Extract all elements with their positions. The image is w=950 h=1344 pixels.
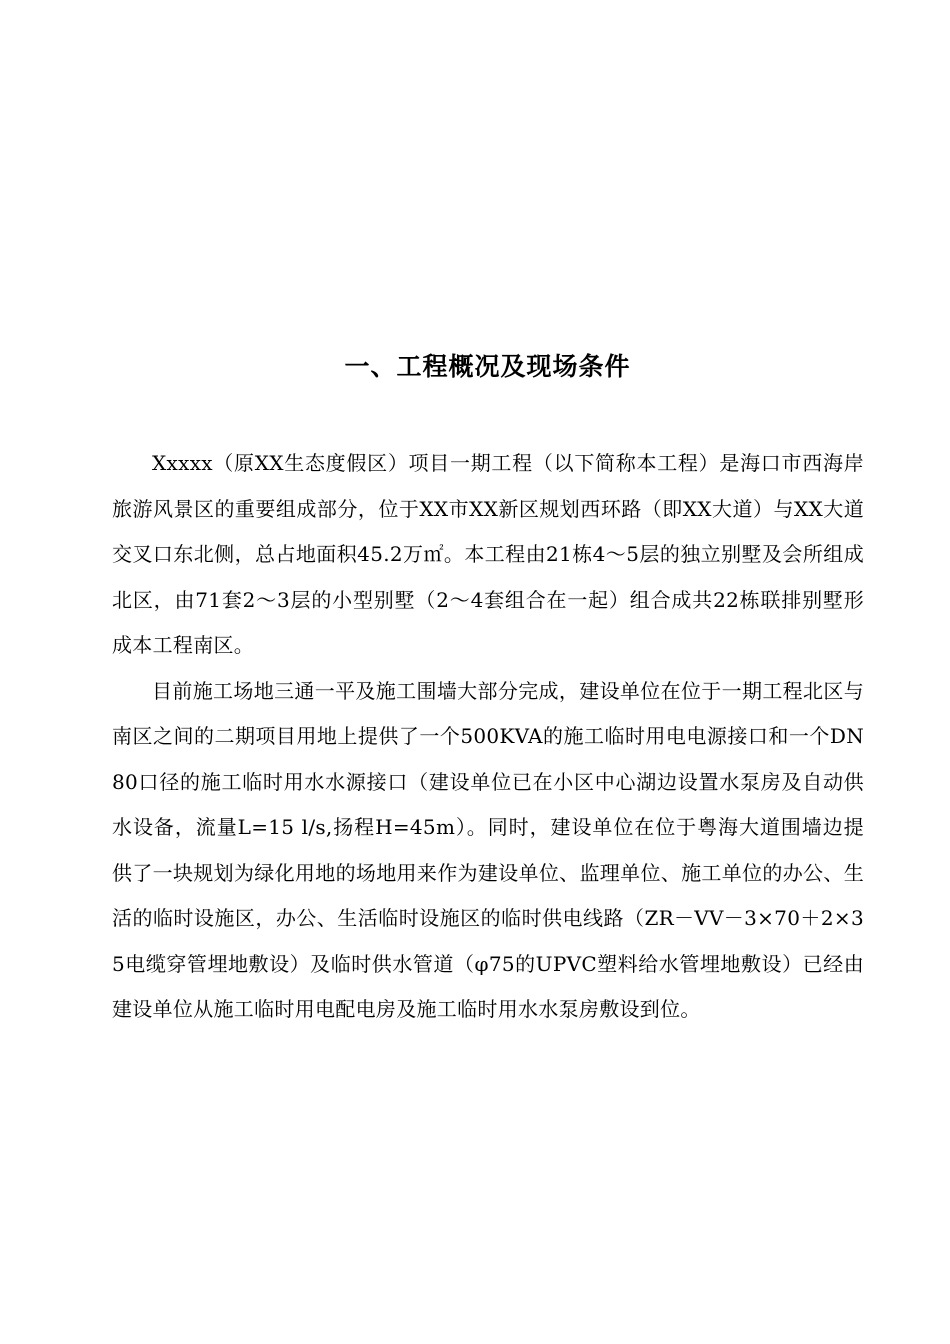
paragraph-site-conditions: 目前施工场地三通一平及施工围墙大部分完成，建设单位在位于一期工程北区与南区之间的二期项目用地上提供了一个500KVA的施工临时用电电源接口和一个DN80口径的施工临时用水水源接口（建设单位已在小区中心湖边设置水泵房及自动供水设备，流量L=15 l/s,扬程H=45m）。同时，建设单位在位于粤海大道围墙边提供了一块规划为绿化用地的场地用来作为建设单位、监理单位、施工单位的办公、生活的临时设施区，办公、生活临时设施区的临时供电线路（ZR－VV－3×70＋2×35电缆穿管埋地敷设）及临时供水管道（φ75的UPVC塑料给水管埋地敷设）已经由建设单位从施工临时用电配电房及施工临时用水水泵房敷设到位。 bbox=[112, 678, 864, 1021]
section-title: 一、工程概况及现场条件 bbox=[344, 352, 631, 381]
section-body bbox=[112, 441, 864, 1033]
paragraph-project-overview: Xxxxx（原XX生态度假区）项目一期工程（以下简称本工程）是海口市西海岸旅游风景区的重要组成部分，位于XX市XX新区规划西环路（即XX大道）与XX大道 交叉口东北侧，总占地面积45.2万㎡。本工程由21栋4～5层的独立别墅及会所组成北区，由71套2～3层的小型别墅（2～4套组合在一起）组合成共22栋联排别墅形成本工程南区。 bbox=[112, 451, 864, 657]
